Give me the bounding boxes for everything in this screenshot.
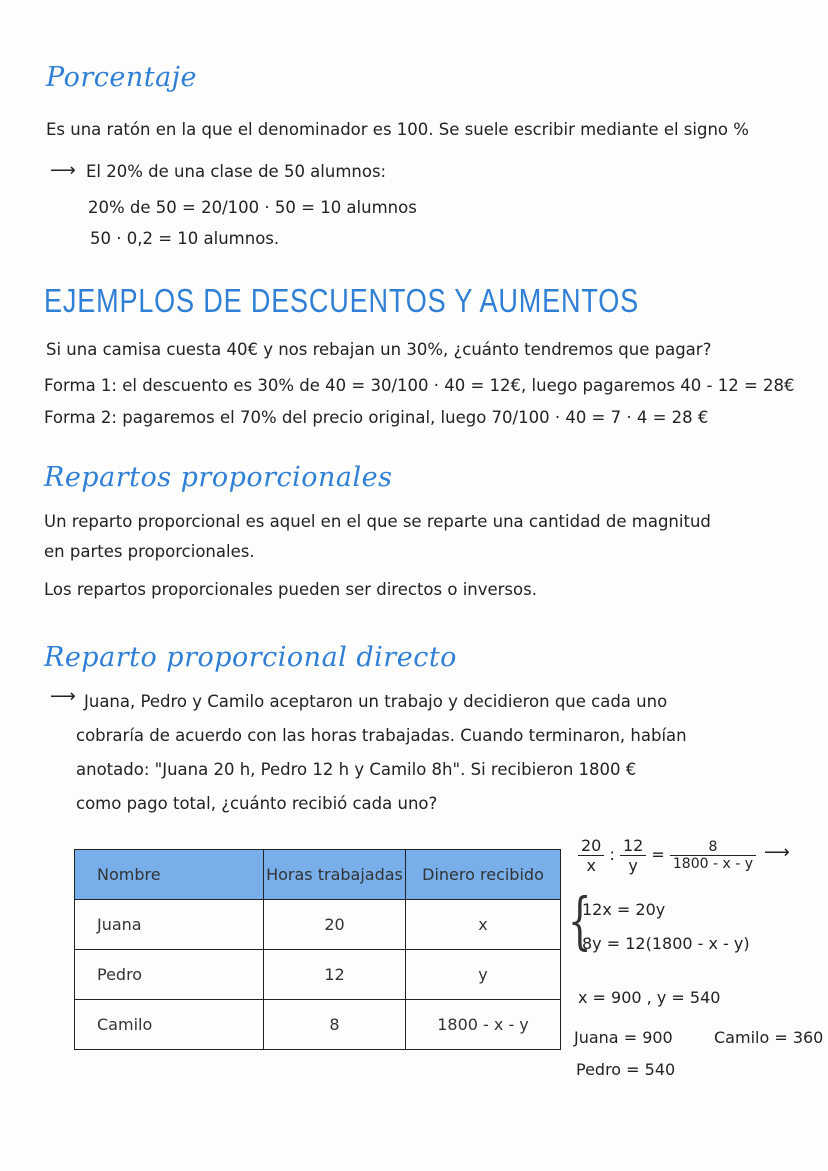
system-equation-1: 12x = 20y xyxy=(582,900,666,919)
arrow-icon: ⟶ xyxy=(764,842,790,863)
table-header-nombre: Nombre xyxy=(75,850,264,900)
directo-paragraph-4: como pago total, ¿cuánto recibió cada uno? xyxy=(76,794,438,813)
descuentos-question: Si una camisa cuesta 40€ y nos rebajan un 30%, ¿cuánto tendremos que pagar? xyxy=(46,340,712,359)
arrow-icon: ⟶ xyxy=(50,160,76,181)
fraction-denominator: y xyxy=(628,856,638,875)
porcentaje-definition: Es una ratón en la que el denominador es 100. Se suele escribir mediante el signo % xyxy=(46,120,749,139)
section-title-repartos: Repartos proporcionales xyxy=(44,462,393,493)
system-equation-2: 8y = 12(1800 - x - y) xyxy=(582,934,750,953)
equals-sign: = xyxy=(651,845,665,864)
fraction-numerator: 12 xyxy=(620,836,646,856)
reparto-table xyxy=(74,849,561,1050)
section-title-porcentaje: Porcentaje xyxy=(46,62,198,93)
fraction-denominator: x xyxy=(586,856,596,875)
table-cell: Pedro xyxy=(75,950,264,1000)
table-row xyxy=(75,900,561,950)
proportion-equation xyxy=(578,836,756,875)
table-cell: y xyxy=(406,950,561,1000)
colon-sign: : xyxy=(609,845,615,864)
solution-juana: Juana = 900 xyxy=(574,1028,673,1047)
fraction xyxy=(578,836,604,875)
porcentaje-calc-1: 20% de 50 = 20/100 · 50 = 10 alumnos xyxy=(88,198,417,217)
porcentaje-calc-2: 50 · 0,2 = 10 alumnos. xyxy=(90,229,280,248)
porcentaje-example-intro: El 20% de una clase de 50 alumnos: xyxy=(86,162,387,181)
table-cell: 1800 - x - y xyxy=(406,1000,561,1050)
solution-camilo: Camilo = 360 xyxy=(714,1028,824,1047)
descuentos-forma-2: Forma 2: pagaremos el 70% del precio original, luego 70/100 · 40 = 7 · 4 = 28 € xyxy=(44,408,709,427)
section-title-descuentos: EJEMPLOS DE DESCUENTOS Y AUMENTOS xyxy=(44,282,639,319)
arrow-icon: ⟶ xyxy=(50,686,76,707)
repartos-line-1: Un reparto proporcional es aquel en el que se reparte una cantidad de magnitud xyxy=(44,512,711,531)
repartos-line-2: en partes proporcionales. xyxy=(44,542,255,561)
directo-paragraph-3: anotado: "Juana 20 h, Pedro 12 h y Camilo 8h". Si recibieron 1800 € xyxy=(76,760,637,779)
fraction-numerator: 8 xyxy=(670,839,756,856)
solution-result: x = 900 , y = 540 xyxy=(578,988,721,1007)
fraction-denominator: 1800 - x - y xyxy=(672,856,753,872)
fraction xyxy=(620,836,646,875)
directo-paragraph-1: Juana, Pedro y Camilo aceptaron un trabajo y decidieron que cada uno xyxy=(84,692,668,711)
table-cell: Juana xyxy=(75,900,264,950)
table-header-dinero: Dinero recibido xyxy=(406,850,561,900)
solution-pedro: Pedro = 540 xyxy=(576,1060,676,1079)
table-cell: 20 xyxy=(264,900,406,950)
directo-paragraph-2: cobraría de acuerdo con las horas trabajadas. Cuando terminaron, habían xyxy=(76,726,687,745)
section-title-directo: Reparto proporcional directo xyxy=(44,642,457,673)
table-cell: Camilo xyxy=(75,1000,264,1050)
table-header-horas: Horas trabajadas xyxy=(264,850,406,900)
table-row xyxy=(75,950,561,1000)
table-cell: 8 xyxy=(264,1000,406,1050)
fraction-numerator: 20 xyxy=(578,836,604,856)
table-header-row xyxy=(75,850,561,900)
table-cell: x xyxy=(406,900,561,950)
repartos-line-3: Los repartos proporcionales pueden ser directos o inversos. xyxy=(44,580,537,599)
system-brace: { xyxy=(567,884,592,957)
table-row xyxy=(75,1000,561,1050)
descuentos-forma-1: Forma 1: el descuento es 30% de 40 = 30/100 · 40 = 12€, luego pagaremos 40 - 12 = 28€ xyxy=(44,376,795,395)
fraction xyxy=(670,839,756,872)
table-cell: 12 xyxy=(264,950,406,1000)
